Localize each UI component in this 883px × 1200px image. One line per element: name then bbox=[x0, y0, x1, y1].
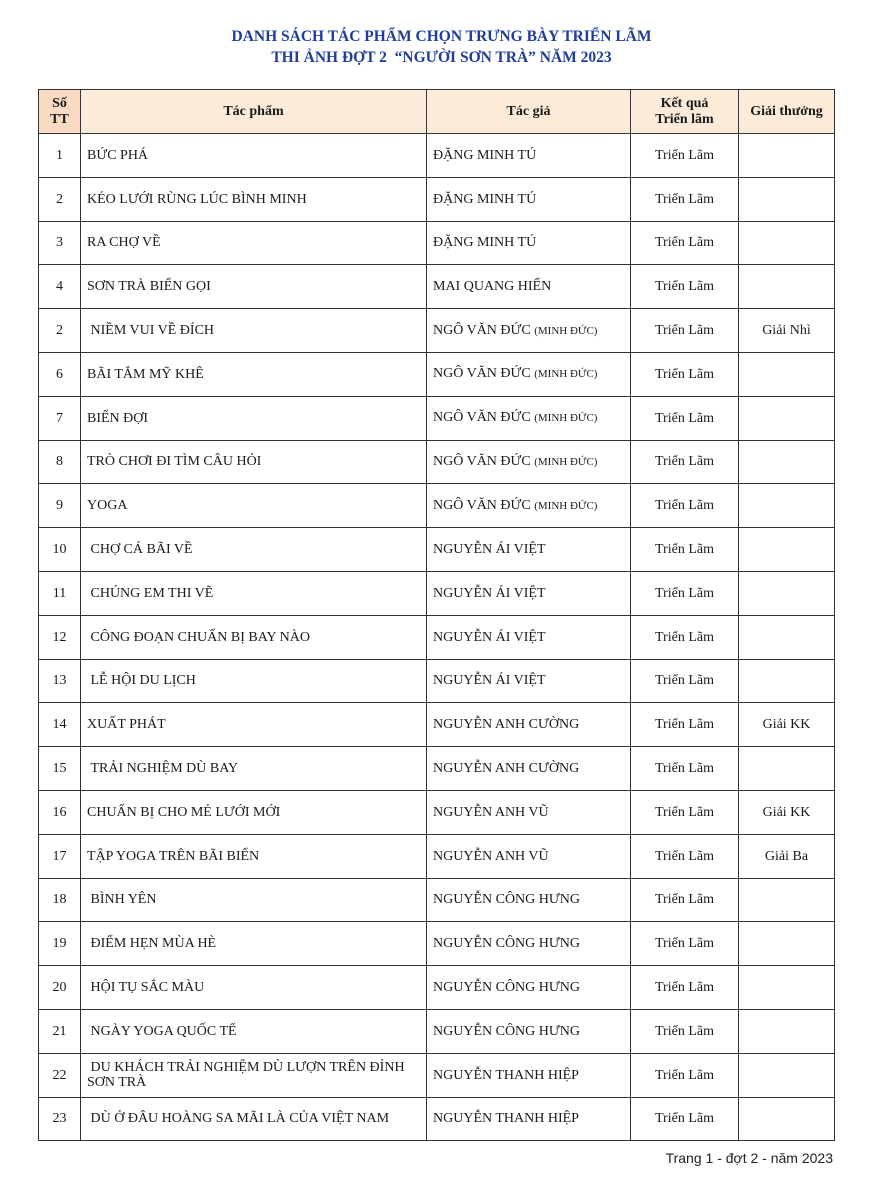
row-number: 17 bbox=[39, 834, 81, 878]
row-result: Triển Lãm bbox=[631, 615, 739, 659]
row-author bbox=[427, 966, 631, 1010]
author-pen-name: (MINH ĐỨC) bbox=[534, 499, 598, 512]
author-name: NGÔ VĂN ĐỨC bbox=[433, 497, 535, 513]
row-number: 11 bbox=[39, 571, 81, 615]
table-row bbox=[39, 309, 835, 353]
row-number: 15 bbox=[39, 747, 81, 791]
row-author bbox=[427, 1053, 631, 1097]
row-result: Triển Lãm bbox=[631, 878, 739, 922]
row-work-title: XUẤT PHÁT bbox=[81, 703, 427, 747]
author-name: NGUYỄN CÔNG HƯNG bbox=[433, 980, 580, 996]
table-row bbox=[39, 659, 835, 703]
table-row bbox=[39, 396, 835, 440]
document-title bbox=[0, 26, 883, 68]
table-row bbox=[39, 484, 835, 528]
row-work-title: TẬP YOGA TRÊN BÃI BIỂN bbox=[81, 834, 427, 878]
row-number: 13 bbox=[39, 659, 81, 703]
row-work-title: HỘI TỤ SẮC MÀU bbox=[81, 966, 427, 1010]
table-row bbox=[39, 571, 835, 615]
row-number: 23 bbox=[39, 1097, 81, 1141]
row-prize bbox=[739, 878, 835, 922]
table-row bbox=[39, 922, 835, 966]
author-pen-name: (MINH ĐỨC) bbox=[534, 368, 598, 381]
row-author bbox=[427, 309, 631, 353]
row-number: 1 bbox=[39, 134, 81, 178]
author-name: NGUYỄN ÁI VIỆT bbox=[433, 542, 546, 558]
row-work-title: BÌNH YÊN bbox=[81, 878, 427, 922]
row-number: 20 bbox=[39, 966, 81, 1010]
row-author bbox=[427, 878, 631, 922]
header-stt-line2: TT bbox=[50, 111, 69, 127]
author-pen-name: (MINH ĐỨC) bbox=[534, 324, 598, 337]
row-prize bbox=[739, 1009, 835, 1053]
row-number: 16 bbox=[39, 790, 81, 834]
row-author bbox=[427, 834, 631, 878]
title-line-2: THI ẢNH ĐỢT 2 “NGƯỜI SƠN TRÀ” NĂM 2023 bbox=[271, 49, 612, 66]
row-author bbox=[427, 177, 631, 221]
row-prize bbox=[739, 265, 835, 309]
header-stt bbox=[39, 90, 81, 134]
row-author bbox=[427, 396, 631, 440]
row-result: Triển Lãm bbox=[631, 834, 739, 878]
row-prize bbox=[739, 571, 835, 615]
author-pen-name: (MINH ĐỨC) bbox=[534, 412, 598, 425]
row-author bbox=[427, 352, 631, 396]
row-result: Triển Lãm bbox=[631, 1097, 739, 1141]
row-work-title: CHÚNG EM THI VẼ bbox=[81, 571, 427, 615]
table-row bbox=[39, 1053, 835, 1097]
table-row bbox=[39, 1097, 835, 1141]
row-author bbox=[427, 528, 631, 572]
row-result: Triển Lãm bbox=[631, 747, 739, 791]
row-prize bbox=[739, 440, 835, 484]
row-work-title: CHỢ CÁ BÃI VỀ bbox=[81, 528, 427, 572]
row-author bbox=[427, 703, 631, 747]
author-name: NGÔ VĂN ĐỨC bbox=[433, 322, 535, 338]
author-name: NGUYỄN ANH VŨ bbox=[433, 804, 549, 820]
row-work-title: DU KHÁCH TRẢI NGHIỆM DÙ LƯỢN TRÊN ĐỈNH SƠN TRÀ bbox=[81, 1053, 427, 1097]
table-row bbox=[39, 790, 835, 834]
row-work-title: KÉO LƯỚI RÙNG LÚC BÌNH MINH bbox=[81, 177, 427, 221]
row-author bbox=[427, 659, 631, 703]
table-row bbox=[39, 966, 835, 1010]
author-name: NGÔ VĂN ĐỨC bbox=[433, 453, 535, 469]
row-author bbox=[427, 221, 631, 265]
page-footer: Trang 1 - đợt 2 - năm 2023 bbox=[665, 1150, 833, 1166]
header-author: Tác giả bbox=[427, 90, 631, 134]
row-prize bbox=[739, 484, 835, 528]
row-work-title: NIỀM VUI VỀ ĐÍCH bbox=[81, 309, 427, 353]
row-prize: Giải KK bbox=[739, 703, 835, 747]
author-name: NGUYỄN THANH HIỆP bbox=[433, 1067, 579, 1083]
row-result: Triển Lãm bbox=[631, 659, 739, 703]
author-name: NGUYỄN CÔNG HƯNG bbox=[433, 1023, 580, 1039]
table-header-row bbox=[39, 90, 835, 134]
row-number: 22 bbox=[39, 1053, 81, 1097]
author-name: NGÔ VĂN ĐỨC bbox=[433, 410, 535, 426]
author-name: NGUYỄN ANH VŨ bbox=[433, 848, 549, 864]
row-work-title: BIỂN ĐỢI bbox=[81, 396, 427, 440]
row-prize bbox=[739, 352, 835, 396]
row-work-title: SƠN TRÀ BIỂN GỌI bbox=[81, 265, 427, 309]
row-author bbox=[427, 440, 631, 484]
row-result: Triển Lãm bbox=[631, 922, 739, 966]
row-result: Triển Lãm bbox=[631, 528, 739, 572]
row-result: Triển Lãm bbox=[631, 703, 739, 747]
table-row bbox=[39, 615, 835, 659]
author-name: ĐẶNG MINH TÚ bbox=[433, 191, 537, 207]
row-prize bbox=[739, 177, 835, 221]
row-number: 14 bbox=[39, 703, 81, 747]
header-result-line1: Kết quả bbox=[660, 95, 709, 111]
row-number: 21 bbox=[39, 1009, 81, 1053]
author-name: NGUYỄN ANH CƯỜNG bbox=[433, 761, 580, 777]
row-result: Triển Lãm bbox=[631, 440, 739, 484]
row-work-title: NGÀY YOGA QUỐC TẾ bbox=[81, 1009, 427, 1053]
table-row bbox=[39, 177, 835, 221]
row-author bbox=[427, 790, 631, 834]
table-row bbox=[39, 265, 835, 309]
row-work-title: RA CHỢ VỀ bbox=[81, 221, 427, 265]
row-author bbox=[427, 265, 631, 309]
row-number: 2 bbox=[39, 309, 81, 353]
row-work-title: LỄ HỘI DU LỊCH bbox=[81, 659, 427, 703]
row-number: 7 bbox=[39, 396, 81, 440]
row-result: Triển Lãm bbox=[631, 1009, 739, 1053]
row-prize bbox=[739, 528, 835, 572]
row-author bbox=[427, 615, 631, 659]
author-name: ĐẶNG MINH TÚ bbox=[433, 235, 537, 251]
author-name: NGUYỄN ÁI VIỆT bbox=[433, 629, 546, 645]
table-row bbox=[39, 878, 835, 922]
row-author bbox=[427, 1097, 631, 1141]
row-result: Triển Lãm bbox=[631, 134, 739, 178]
table-row bbox=[39, 1009, 835, 1053]
table-row bbox=[39, 703, 835, 747]
row-prize bbox=[739, 1053, 835, 1097]
row-prize: Giải Ba bbox=[739, 834, 835, 878]
author-name: NGUYỄN ÁI VIỆT bbox=[433, 673, 546, 689]
row-result: Triển Lãm bbox=[631, 484, 739, 528]
row-prize bbox=[739, 747, 835, 791]
row-result: Triển Lãm bbox=[631, 1053, 739, 1097]
row-result: Triển Lãm bbox=[631, 177, 739, 221]
author-name: MAI QUANG HIỂN bbox=[433, 279, 552, 295]
row-number: 4 bbox=[39, 265, 81, 309]
row-work-title: BỨC PHÁ bbox=[81, 134, 427, 178]
row-number: 19 bbox=[39, 922, 81, 966]
row-result: Triển Lãm bbox=[631, 309, 739, 353]
row-work-title: CÔNG ĐOẠN CHUẨN BỊ BAY NÀO bbox=[81, 615, 427, 659]
author-name: NGUYỄN CÔNG HƯNG bbox=[433, 936, 580, 952]
table-row bbox=[39, 528, 835, 572]
title-line-1: DANH SÁCH TÁC PHẨM CHỌN TRƯNG BÀY TRIỂN LÃM bbox=[231, 28, 652, 45]
author-pen-name: (MINH ĐỨC) bbox=[534, 455, 598, 468]
row-prize bbox=[739, 615, 835, 659]
table-row bbox=[39, 747, 835, 791]
row-work-title: CHUẨN BỊ CHO MẺ LƯỚI MỚI bbox=[81, 790, 427, 834]
row-work-title: BÃI TẮM MỸ KHÊ bbox=[81, 352, 427, 396]
author-name: NGUYỄN ANH CƯỜNG bbox=[433, 717, 580, 733]
row-work-title: YOGA bbox=[81, 484, 427, 528]
table-row bbox=[39, 834, 835, 878]
header-stt-line1: Số bbox=[52, 95, 67, 111]
table-body bbox=[39, 134, 835, 1141]
row-prize bbox=[739, 396, 835, 440]
author-name: ĐẶNG MINH TÚ bbox=[433, 147, 537, 163]
row-number: 9 bbox=[39, 484, 81, 528]
author-name: NGUYỄN ÁI VIỆT bbox=[433, 585, 546, 601]
author-name: NGÔ VĂN ĐỨC bbox=[433, 366, 535, 382]
row-number: 3 bbox=[39, 221, 81, 265]
row-work-title: TRẢI NGHIỆM DÙ BAY bbox=[81, 747, 427, 791]
row-prize bbox=[739, 922, 835, 966]
table-row bbox=[39, 352, 835, 396]
row-number: 18 bbox=[39, 878, 81, 922]
row-prize: Giải KK bbox=[739, 790, 835, 834]
row-result: Triển Lãm bbox=[631, 265, 739, 309]
table-row bbox=[39, 221, 835, 265]
author-name: NGUYỄN THANH HIỆP bbox=[433, 1111, 579, 1127]
exhibition-table bbox=[38, 89, 835, 1141]
row-result: Triển Lãm bbox=[631, 352, 739, 396]
header-result-line2: Triển lãm bbox=[655, 111, 714, 127]
row-prize bbox=[739, 221, 835, 265]
table-row bbox=[39, 134, 835, 178]
header-prize: Giải thưởng bbox=[739, 90, 835, 134]
row-work-title: TRÒ CHƠI ĐI TÌM CÂU HỎI bbox=[81, 440, 427, 484]
row-number: 8 bbox=[39, 440, 81, 484]
row-prize: Giải Nhì bbox=[739, 309, 835, 353]
row-result: Triển Lãm bbox=[631, 571, 739, 615]
row-result: Triển Lãm bbox=[631, 790, 739, 834]
table-row bbox=[39, 440, 835, 484]
row-author bbox=[427, 922, 631, 966]
header-result bbox=[631, 90, 739, 134]
row-author bbox=[427, 1009, 631, 1053]
row-prize bbox=[739, 134, 835, 178]
row-result: Triển Lãm bbox=[631, 966, 739, 1010]
row-work-title: DÙ Ở ĐÂU HOÀNG SA MÃI LÀ CỦA VIỆT NAM bbox=[81, 1097, 427, 1141]
row-prize bbox=[739, 1097, 835, 1141]
row-work-title: ĐIỂM HẸN MÙA HÈ bbox=[81, 922, 427, 966]
row-prize bbox=[739, 966, 835, 1010]
row-author bbox=[427, 134, 631, 178]
row-author bbox=[427, 484, 631, 528]
row-author bbox=[427, 747, 631, 791]
row-author bbox=[427, 571, 631, 615]
row-number: 12 bbox=[39, 615, 81, 659]
row-number: 6 bbox=[39, 352, 81, 396]
row-result: Triển Lãm bbox=[631, 221, 739, 265]
row-number: 2 bbox=[39, 177, 81, 221]
header-work: Tác phẩm bbox=[81, 90, 427, 134]
row-result: Triển Lãm bbox=[631, 396, 739, 440]
author-name: NGUYỄN CÔNG HƯNG bbox=[433, 892, 580, 908]
row-number: 10 bbox=[39, 528, 81, 572]
row-prize bbox=[739, 659, 835, 703]
